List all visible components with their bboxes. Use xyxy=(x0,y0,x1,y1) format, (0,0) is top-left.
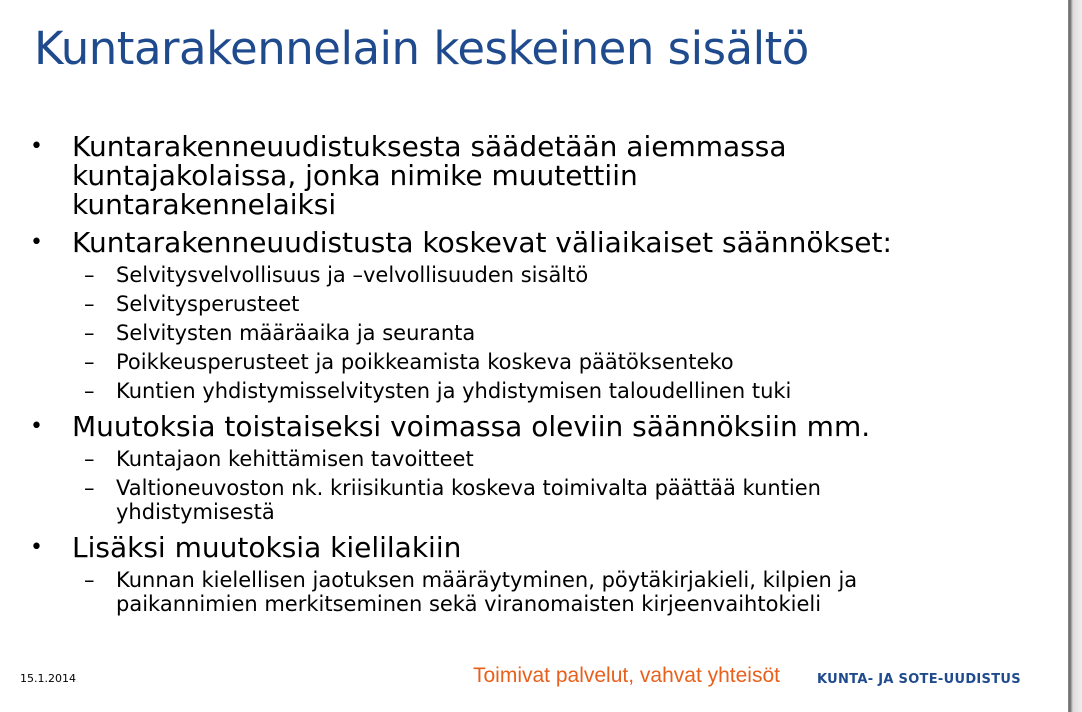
bullet-item xyxy=(30,412,1020,524)
bullet-text: Lisäksi muutoksia kielilakiin xyxy=(72,531,462,564)
sub-item xyxy=(72,292,1020,316)
slide-title: Kuntarakennelain keskeinen sisältö xyxy=(34,22,809,75)
dash-marker: – xyxy=(84,263,95,287)
bullet-text: Kuntarakenneuudistusta koskevat väliaikaiset säännökset: xyxy=(72,226,892,259)
window-edge xyxy=(1068,0,1082,712)
dash-marker: – xyxy=(84,476,95,500)
sub-item-text: Selvitysperusteet xyxy=(116,292,300,316)
sub-item-text: Valtioneuvoston nk. kriisikuntia koskeva toimivalta päättää kuntien yhdistymisestä xyxy=(116,476,821,524)
bullet-marker: • xyxy=(30,414,43,439)
bullet-item xyxy=(30,533,1020,616)
sub-item-text: Kuntien yhdistymisselvitysten ja yhdistymisen taloudellinen tuki xyxy=(116,379,792,403)
sub-item xyxy=(72,321,1020,345)
sub-item xyxy=(72,350,1020,374)
dash-marker: – xyxy=(84,321,95,345)
sub-list xyxy=(72,447,1020,524)
dash-marker: – xyxy=(84,379,95,403)
dash-marker: – xyxy=(84,292,95,316)
bullet-list xyxy=(30,132,1020,621)
sub-item-text: Kunnan kielellisen jaotuksen määräytyminen, pöytäkirjakieli, kilpien ja paikannimien merkitseminen sekä viranomaisten kirjeenvaihtokieli xyxy=(116,568,858,616)
bullet-text: Kuntarakenneuudistuksesta säädetään aiemmassa kuntajakolaissa, jonka nimike muutettiin kuntarakennelaiksi xyxy=(72,130,787,221)
sub-item-text: Selvitysten määräaika ja seuranta xyxy=(116,321,476,345)
bullet-item xyxy=(30,132,1020,219)
dash-marker: – xyxy=(84,568,95,592)
bullet-marker: • xyxy=(30,134,43,159)
bullet-marker: • xyxy=(30,535,43,560)
sub-item-text: Kuntajaon kehittämisen tavoitteet xyxy=(116,447,474,471)
footer-brand-logo: KUNTA- JA SOTE-UUDISTUS xyxy=(817,672,1021,687)
sub-item xyxy=(72,379,1020,403)
footer-tagline: Toimivat palvelut, vahvat yhteisöt xyxy=(473,664,780,687)
sub-list xyxy=(72,263,1020,403)
sub-item xyxy=(72,263,1020,287)
sub-item xyxy=(72,476,946,524)
dash-marker: – xyxy=(84,350,95,374)
sub-item xyxy=(72,447,1020,471)
bullet-item xyxy=(30,228,1020,403)
footer-date: 15.1.2014 xyxy=(20,672,76,685)
sub-list xyxy=(72,568,1020,616)
bullet-marker: • xyxy=(30,230,43,255)
sub-item-text: Selvitysvelvollisuus ja –velvollisuuden sisältö xyxy=(116,263,589,287)
dash-marker: – xyxy=(84,447,95,471)
sub-item xyxy=(72,568,996,616)
bullet-text: Muutoksia toistaiseksi voimassa oleviin säännöksiin mm. xyxy=(72,410,871,443)
sub-item-text: Poikkeusperusteet ja poikkeamista koskeva päätöksenteko xyxy=(116,350,734,374)
